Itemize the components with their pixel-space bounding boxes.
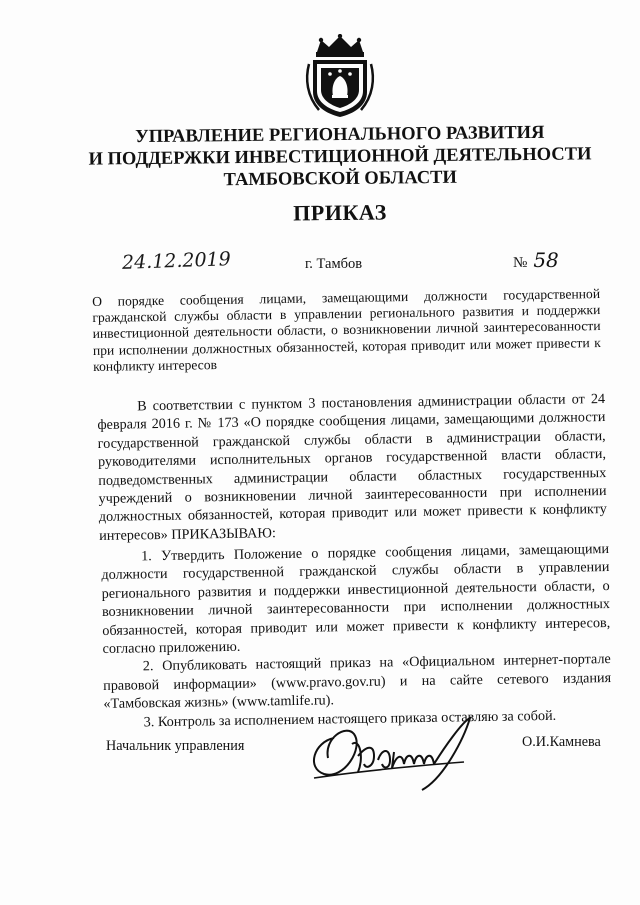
number-label: № xyxy=(513,255,528,271)
city: г. Тамбов xyxy=(305,256,363,272)
signature-icon xyxy=(294,708,484,796)
organization-name xyxy=(60,121,621,193)
document-number xyxy=(513,248,559,272)
org-line: УПРАВЛЕНИЕ РЕГИОНАЛЬНОГО РАЗВИТИЯ xyxy=(135,122,545,148)
document-type: ПРИКАЗ xyxy=(293,199,387,226)
coat-of-arms-icon xyxy=(303,34,377,118)
handwritten-date: 24.12.2019 xyxy=(121,248,232,274)
preamble-paragraph: В соответствии с пунктом 3 постановления администрации области от 24 февраля 2016 г. № 173 «О порядке сообщения лицами, замещающими должности государственной гражданской службы области в администрации области, руководителями исполнительных органов государственной власти области, подведомственных администрации области областных государственных учреждений о возникновении личной заинтересованности при исполнении должностных обязанностей, которая приводит или может привести к конфликту интересов» ПРИКАЗЫВАЮ: xyxy=(97,391,607,544)
signatory-title: Начальник управления xyxy=(106,738,245,754)
document-subject: О порядке сообщения лицами, замещающими должности государственной гражданской службы области в управлении регионального развития и поддержки инвестиционной деятельности области, о возникновении личной заинтересованности при исполнении должностных обязанностей, которая приводит или может привести к конфликту интересов xyxy=(92,286,601,374)
org-line: И ПОДДЕРЖКИ ИНВЕСТИЦИОННОЙ ДЕЯТЕЛЬНОСТИ xyxy=(88,144,592,170)
order-item: 3. Контроль за исполнением настоящего приказа оставляю за собой. xyxy=(143,707,557,731)
signatory-name: О.И.Камнева xyxy=(522,734,601,750)
order-item: 1. Утвердить Положение о порядке сообщения лицами, замещающими должности государственной гражданской службы области в управлении регионального развития и поддержки инвестиционной деятельности области, о возникновении личной заинтересованности при исполнении должностных обязанностей, которая приводит или может привести к конфликту интересов, согласно приложению. xyxy=(101,541,611,658)
order-items xyxy=(101,540,612,732)
order-item: 2. Опубликовать настоящий приказ на «Официальном интернет-портале правовой информации» (www.pravo.gov.ru) и на сайте сетевого издания «Тамбовская жизнь» (www.tamlife.ru). xyxy=(103,651,612,713)
org-line: ТАМБОВСКОЙ ОБЛАСТИ xyxy=(223,167,457,191)
number-value: 58 xyxy=(533,248,559,272)
